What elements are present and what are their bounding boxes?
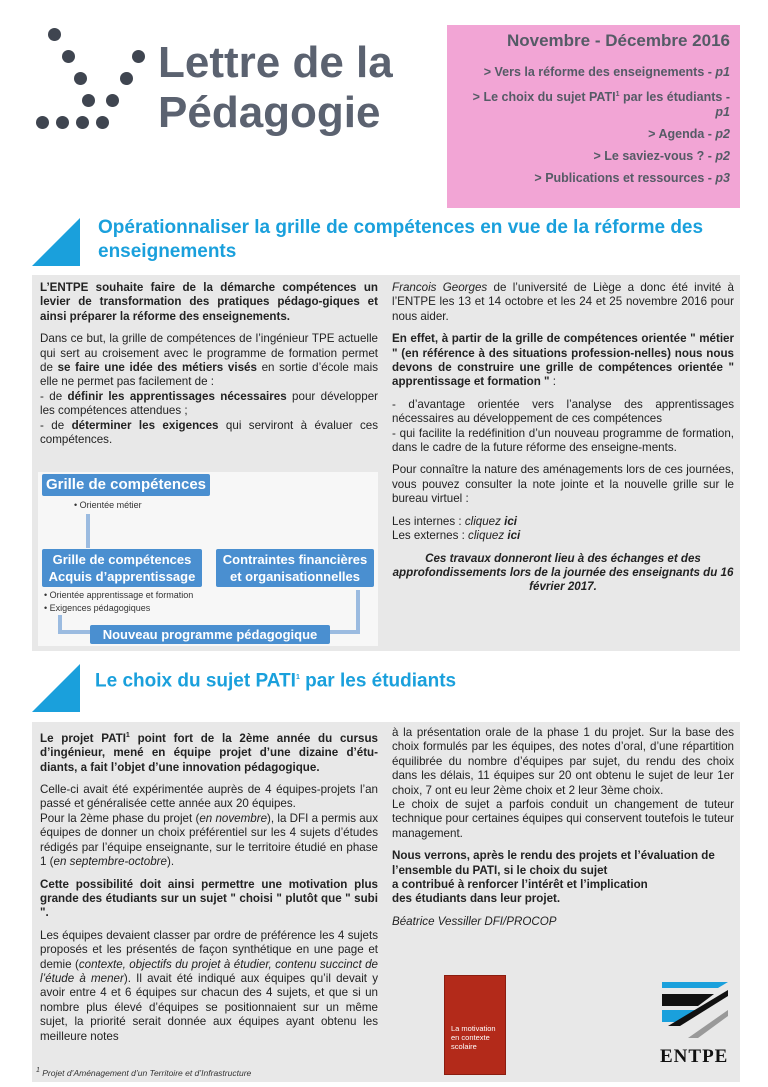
table-of-contents xyxy=(447,25,740,208)
section1-right-column: Francois Georges de l’université de Liège a donc été invité à l’ENTPE les 13 et 14 octobre et les 24 et 25 novembre 2016 pour nous aider. En effet, à partir de la grille de compétences orientée " métier " (en référence à des situations profession-nelles) nous nous devons de construire une grille de compétences orientée " apprentissage et formation " : - d’avantage orientée vers l’analyse des apprentissages nécessaires au développement de ces compétences - qui facilite la redéfinition d’un nouveau programme de formation, dans le cadre de la future réforme des enseigne-ments. Pour connaître la nature des aménagements lors de ces journées, vous pouvez consulter la note jointe et la nouvelle grille sur le bureau virtuel : Les internes : cliquez ici Les externes : cliquez ici Ces travaux donneront lieu à des échanges et des approfondissements lors de la journée des enseignants du 16 février 2017. xyxy=(392,281,734,594)
toc-period: Novembre - Décembre 2016 xyxy=(506,31,730,50)
section2-title: Le choix du sujet PATI$^1$ par les étudiants xyxy=(95,670,457,692)
external-link[interactable]: ici xyxy=(507,529,521,543)
diagram-box-programme: Nouveau programme pédagogique xyxy=(90,625,330,644)
logo-dots xyxy=(30,28,155,138)
entpe-logo: ENTPE xyxy=(658,980,736,1070)
newsletter-title: Lettre de la Pédagogie xyxy=(158,38,393,137)
section2-left-column: Le projet PATI$^1$ point fort de la 2ème année du cursus d’ingénieur, mené en équipe projet d’une dizaine d’étu-diants, a fait l’objet d’une innovation pédagogique. Celle-ci avait été expérimentée auprès de 4 équipes-projets l’an passé et généralisée cette année aux 20 équipes. Pour la 2ème phase du projet (en novembre), la DFI a permis aux équipes de donner un choix préférentiel sur les 4 sujets d’études rédigés par l’équipe enseignante, sur le territoire étudié en phase 1 (en septembre-octobre). Cette possibilité doit ainsi permettre une motivation plus grande des étudiants sur un sujet " choisi " plutôt que " subi ". Les équipes devaient classer par ordre de préférence les 4 sujets proposés et les présentés de façon synthétique en une page et demie (contexte, objectifs du projet à étudier, contenu succinct de l’étude à mener). Il avait été indiqué aux équipes qu’il devait y avoir entre 4 et 6 équipes sur chacun des 4 sujets, et que si un nombre plus élevé d’équipes se positionnaient sur un même sujet, la priorité serait donnée aux équipes ayant obtenu les meilleure notes xyxy=(40,731,379,1043)
section1-title: Opérationnaliser la grille de compétences en vue de la réforme des enseignements xyxy=(98,217,704,262)
diagram-box-contraintes: Contraintes financières et organisationnelles xyxy=(216,549,374,587)
toc-item-pati[interactable]: > Le choix du sujet PATI$^1$ par les étudiants - p1 xyxy=(472,90,730,120)
section-triangle-icon xyxy=(32,664,80,712)
diagram-bullet: • Orientée apprentissage et formation xyxy=(44,590,194,600)
diagram-bullet: • Orientée métier xyxy=(74,500,142,510)
section-triangle-icon xyxy=(32,218,80,266)
footnote: $^1$ Projet d’Aménagement d’un Territoire et d’Infrastructure xyxy=(36,1067,252,1078)
diagram-box-acquis: Grille de compétences Acquis d’apprentissage xyxy=(42,549,202,587)
toc-item-publications[interactable]: > Publications et ressources - p3 xyxy=(534,171,730,186)
diagram-bullet: • Exigences pédagogiques xyxy=(44,603,151,613)
section2-right-column: à la présentation orale de la phase 1 du projet. Sur la base des choix formulés par les équipes, des notes d’oral, d’une répartition équilibrée du nombre d’équipes par sujet, du rendu des choix dans les délais, 11 équipes sur 20 ont obtenu le sujet de leur 1er choix, 7 ont eu leur 2ème choix et 2 leur 3ème choix. Le choix de sujet a parfois conduit un changement de tuteur technique pour certaines équipes qui conservent toutefois le tuteur management. Nous verrons, après le rendu des projets et l’évaluation de l’ensemble du PATI, si le choix du sujet a contribué à renforcer l’intérêt et l’implication des étudiants dans leur projet. Béatrice Vessiller DFI/PROCOP xyxy=(392,726,734,928)
toc-item-reforme[interactable]: > Vers la réforme des enseignements - p1 xyxy=(483,65,730,79)
toc-item-agenda[interactable]: > Agenda - p2 xyxy=(648,127,730,142)
internal-link[interactable]: ici xyxy=(504,514,518,528)
book-cover-image: La motivation en contexte scolaire xyxy=(444,975,506,1075)
toc-item-saviez-vous[interactable]: > Le saviez-vous ? - p2 xyxy=(593,149,730,164)
section1-left-column: L’ENTPE souhaite faire de la démarche compétences un levier de transformation des pratiques pédago-giques et ainsi préparer la réforme des enseignements. Dans ce but, la grille de compétences de l’ingénieur TPE actuelle qui sert au croisement avec le programme de formation permet de se faire une idée des métiers visés en sortie d’école mais elle ne permet pas facilement de : - de définir les apprentissages nécessaires pour développer les compétences attendues ; - de déterminer les exigences qui serviront à évaluer ces compétences. xyxy=(40,281,379,447)
competence-diagram xyxy=(38,472,378,646)
diagram-box-grille: Grille de compétences xyxy=(42,474,210,496)
